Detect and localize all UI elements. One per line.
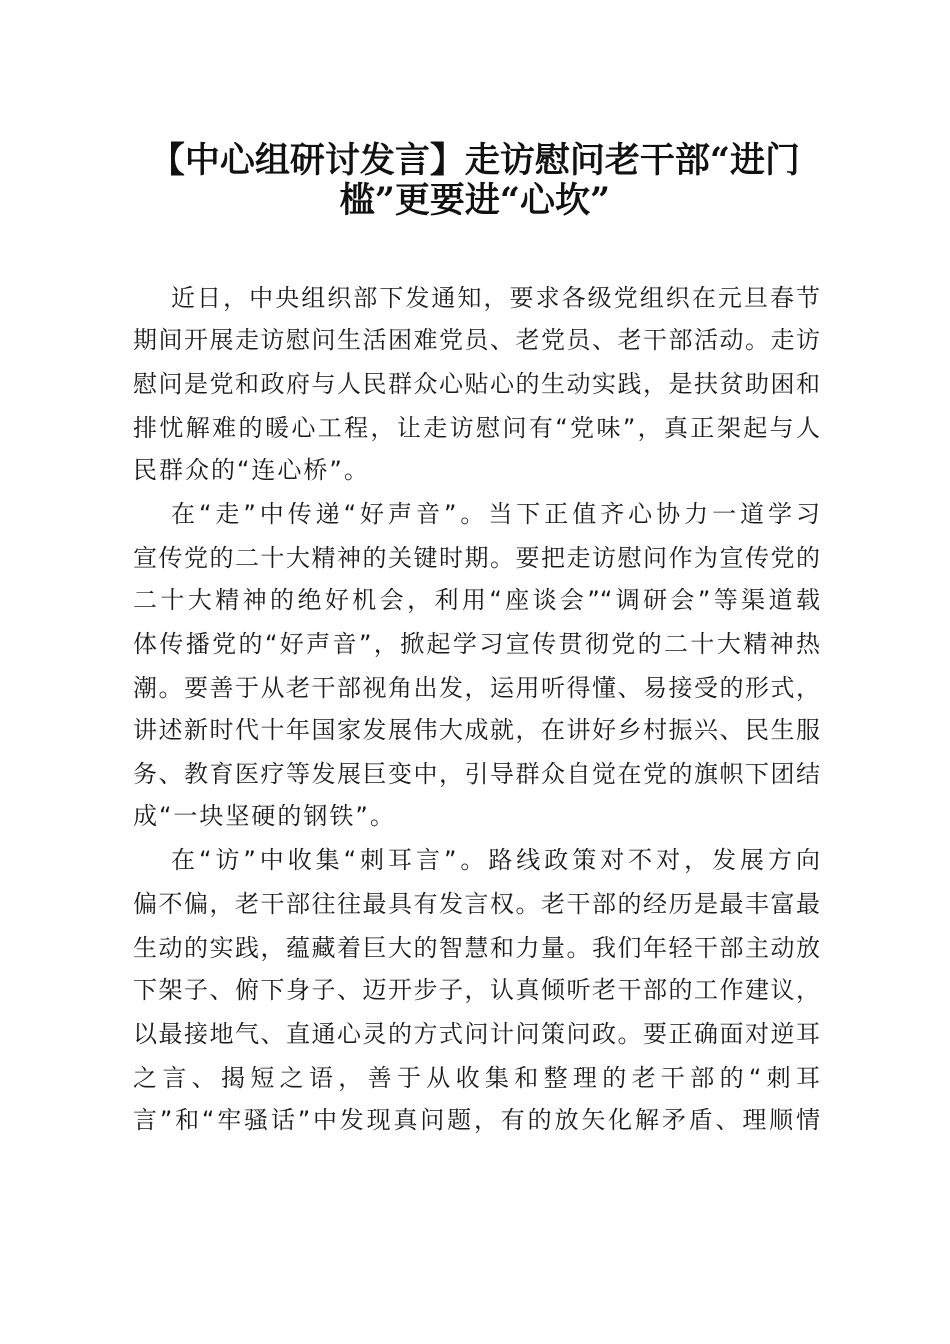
paragraph-line: 偏不偏，老干部往往最具有发言权。老干部的经历是最丰富最: [133, 890, 820, 918]
paragraph-line: 慰问是党和政府与人民群众心贴心的生动实践，是扶贫助困和: [133, 370, 820, 398]
paragraph-line: 下架子、俯下身子、迈开步子，认真倾听老干部的工作建议，: [133, 976, 820, 1004]
paragraph-line: 民群众的“连心桥”。: [133, 456, 370, 484]
paragraph-line: 潮。要善于从老干部视角出发，运用听得懂、易接受的形式，: [133, 674, 820, 702]
paragraph-line: 在“走”中传递“好声音”。当下正值齐心协力一道学习: [171, 500, 820, 528]
paragraph-line: 之言、揭短之语，善于从收集和整理的老干部的“刺耳: [133, 1064, 820, 1092]
paragraph-line: 宣传党的二十大精神的关键时期。要把走访慰问作为宣传党的: [133, 544, 820, 572]
paragraph-line: 成“一块坚硬的钢铁”。: [133, 802, 396, 830]
paragraph-line: 近日，中央组织部下发通知，要求各级党组织在元旦春节: [171, 284, 820, 312]
document-title-line-2: 槛”更要进“心坎”: [339, 180, 611, 221]
paragraph-line: 生动的实践，蕴藏着巨大的智慧和力量。我们年轻干部主动放: [133, 934, 820, 962]
paragraph-line: 二十大精神的绝好机会，利用“座谈会”“调研会”等渠道载: [133, 586, 820, 614]
document-title-line-1: 【中心组研讨发言】走访慰问老干部“进门: [149, 140, 801, 181]
paragraph-line: 言”和“牢骚话”中发现真问题，有的放矢化解矛盾、理顺情: [133, 1106, 820, 1134]
paragraph-line: 讲述新时代十年国家发展伟大成就，在讲好乡村振兴、民生服: [133, 716, 820, 744]
paragraph-line: 排忧解难的暖心工程，让走访慰问有“党味”，真正架起与人: [133, 414, 820, 442]
paragraph-line: 以最接地气、直通心灵的方式问计问策问政。要正确面对逆耳: [133, 1020, 820, 1048]
paragraph-line: 在“访”中收集“刺耳言”。路线政策对不对，发展方向: [171, 846, 820, 874]
paragraph-line: 期间开展走访慰问生活困难党员、老党员、老干部活动。走访: [133, 326, 820, 354]
paragraph-line: 体传播党的“好声音”，掀起学习宣传贯彻党的二十大精神热: [133, 630, 820, 658]
paragraph-line: 务、教育医疗等发展巨变中，引导群众自觉在党的旗帜下团结: [133, 760, 820, 788]
